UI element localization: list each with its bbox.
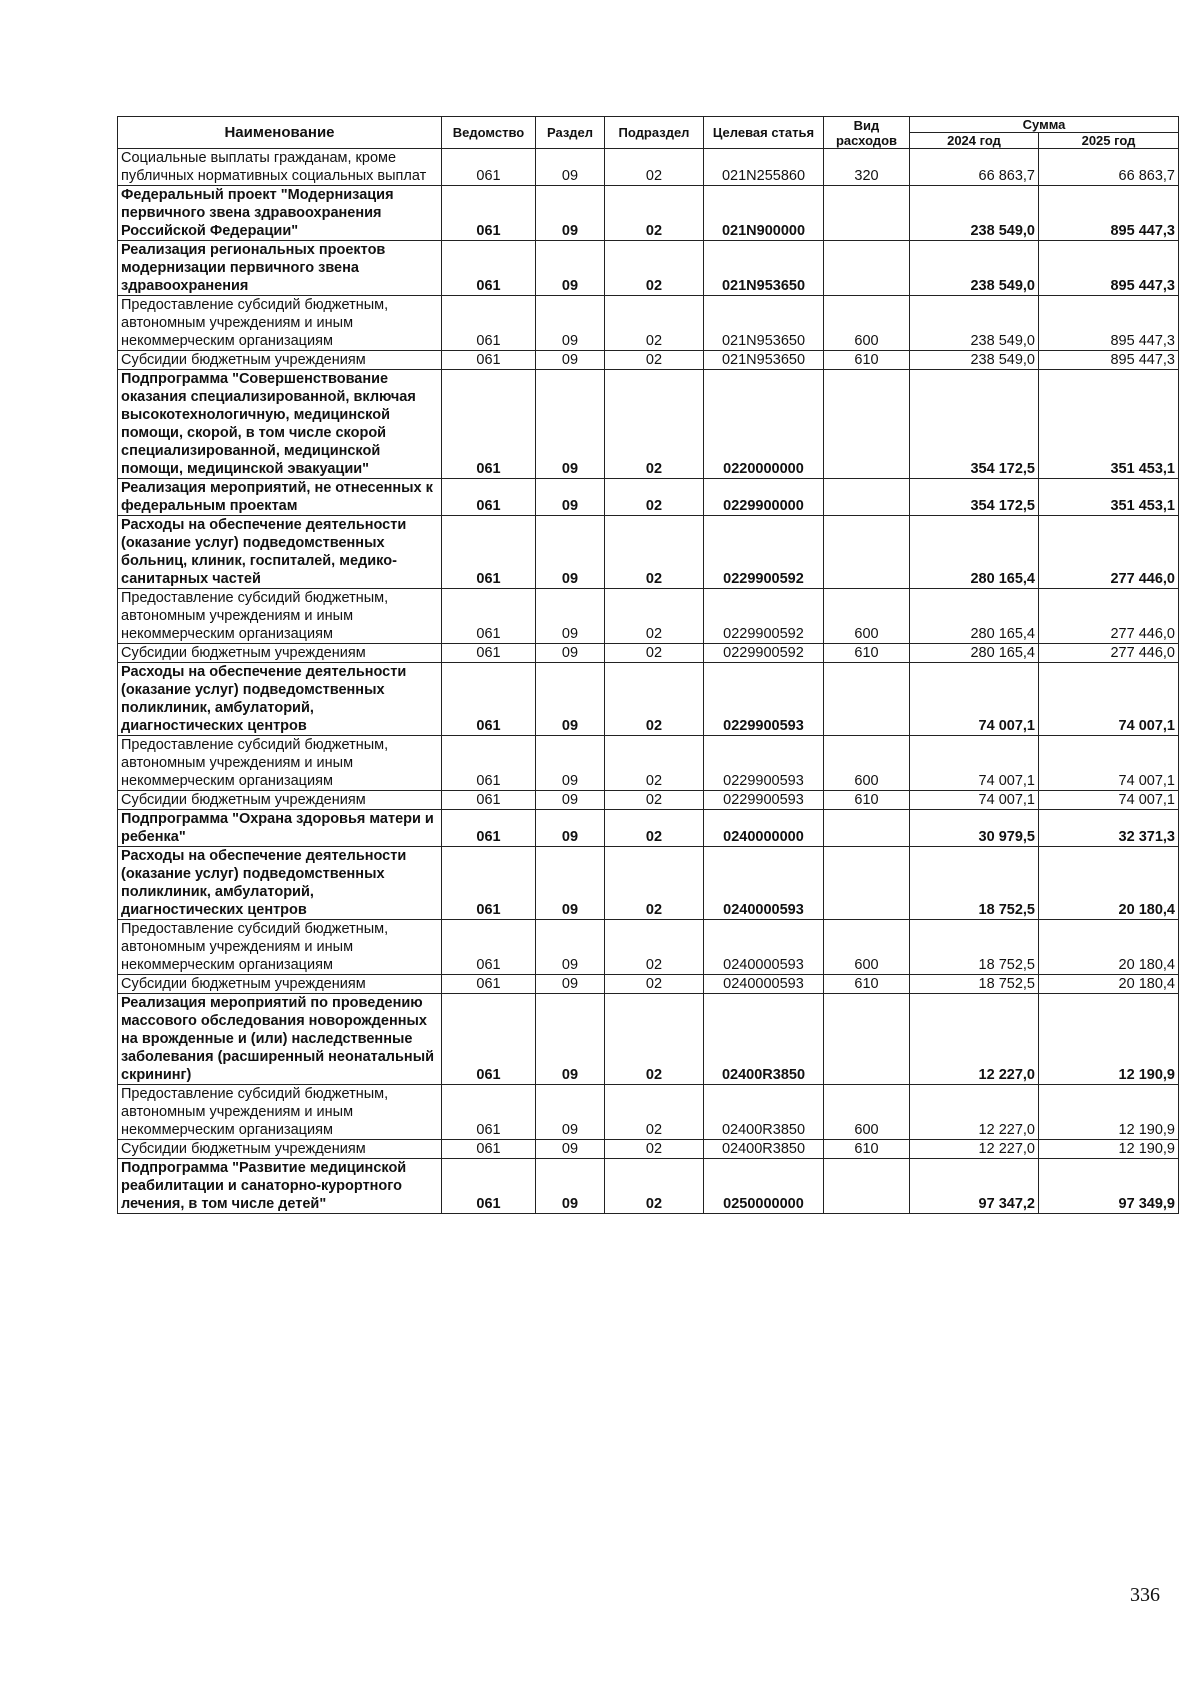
cell-expense-type <box>824 663 910 736</box>
cell-sum-2024: 280 165,4 <box>910 516 1039 589</box>
cell-subsection: 02 <box>605 791 704 810</box>
cell-target-article: 021N953650 <box>704 296 824 351</box>
cell-sum-2025: 12 190,9 <box>1039 994 1179 1085</box>
header-section: Раздел <box>536 117 605 149</box>
table-row <box>118 296 1179 351</box>
cell-name: Предоставление субсидий бюджетным, автономным учреждениям и иным некоммерческим организациям <box>118 296 442 351</box>
cell-expense-type <box>824 479 910 516</box>
cell-subsection: 02 <box>605 296 704 351</box>
cell-subsection: 02 <box>605 370 704 479</box>
cell-department: 061 <box>442 589 536 644</box>
cell-target-article: 0229900592 <box>704 516 824 589</box>
cell-sum-2024: 238 549,0 <box>910 241 1039 296</box>
cell-section: 09 <box>536 644 605 663</box>
cell-expense-type <box>824 1159 910 1214</box>
table-row <box>118 663 1179 736</box>
cell-section: 09 <box>536 736 605 791</box>
cell-department: 061 <box>442 1085 536 1140</box>
cell-name: Расходы на обеспечение деятельности (оказание услуг) подведомственных больниц, клиник, госпиталей, медико-санитарных частей <box>118 516 442 589</box>
cell-sum-2025: 895 447,3 <box>1039 296 1179 351</box>
cell-expense-type: 610 <box>824 1140 910 1159</box>
table-row <box>118 736 1179 791</box>
cell-expense-type: 600 <box>824 920 910 975</box>
cell-sum-2025: 895 447,3 <box>1039 351 1179 370</box>
cell-target-article: 021N900000 <box>704 186 824 241</box>
cell-sum-2025: 32 371,3 <box>1039 810 1179 847</box>
cell-expense-type <box>824 370 910 479</box>
cell-name: Расходы на обеспечение деятельности (оказание услуг) подведомственных поликлиник, амбулаторий, диагностических центров <box>118 663 442 736</box>
cell-target-article: 0229900000 <box>704 479 824 516</box>
table-row <box>118 516 1179 589</box>
cell-expense-type: 600 <box>824 736 910 791</box>
cell-expense-type: 610 <box>824 975 910 994</box>
table-row <box>118 589 1179 644</box>
table-row <box>118 186 1179 241</box>
cell-expense-type: 610 <box>824 791 910 810</box>
cell-name: Реализация региональных проектов модернизации первичного звена здравоохранения <box>118 241 442 296</box>
cell-name: Реализация мероприятий по проведению массового обследования новорожденных на врожденные и (или) наследственные заболевания (расширенный неонатальный скрининг) <box>118 994 442 1085</box>
cell-subsection: 02 <box>605 736 704 791</box>
cell-name: Субсидии бюджетным учреждениям <box>118 351 442 370</box>
cell-target-article: 021N255860 <box>704 149 824 186</box>
cell-section: 09 <box>536 810 605 847</box>
cell-name: Предоставление субсидий бюджетным, автономным учреждениям и иным некоммерческим организациям <box>118 920 442 975</box>
cell-name: Субсидии бюджетным учреждениям <box>118 975 442 994</box>
cell-name: Реализация мероприятий, не отнесенных к федеральным проектам <box>118 479 442 516</box>
cell-subsection: 02 <box>605 975 704 994</box>
cell-sum-2025: 277 446,0 <box>1039 644 1179 663</box>
cell-sum-2025: 66 863,7 <box>1039 149 1179 186</box>
cell-department: 061 <box>442 663 536 736</box>
cell-target-article: 0229900593 <box>704 736 824 791</box>
cell-department: 061 <box>442 791 536 810</box>
cell-target-article: 02400R3850 <box>704 994 824 1085</box>
cell-sum-2024: 74 007,1 <box>910 663 1039 736</box>
cell-department: 061 <box>442 296 536 351</box>
cell-sum-2024: 12 227,0 <box>910 1085 1039 1140</box>
table-row <box>118 791 1179 810</box>
table-row <box>118 975 1179 994</box>
cell-target-article: 02400R3850 <box>704 1085 824 1140</box>
table-row <box>118 370 1179 479</box>
cell-department: 061 <box>442 975 536 994</box>
cell-target-article: 0229900592 <box>704 644 824 663</box>
cell-sum-2025: 74 007,1 <box>1039 663 1179 736</box>
cell-expense-type <box>824 186 910 241</box>
cell-sum-2024: 18 752,5 <box>910 847 1039 920</box>
cell-name: Подпрограмма "Совершенствование оказания специализированной, включая высокотехнологичную, медицинской помощи, скорой, в том числе скорой специализированной, медицинской помощи, медицинской эвакуации" <box>118 370 442 479</box>
cell-department: 061 <box>442 241 536 296</box>
cell-sum-2024: 280 165,4 <box>910 644 1039 663</box>
cell-subsection: 02 <box>605 186 704 241</box>
cell-department: 061 <box>442 149 536 186</box>
cell-sum-2025: 74 007,1 <box>1039 791 1179 810</box>
cell-name: Расходы на обеспечение деятельности (оказание услуг) подведомственных поликлиник, амбулаторий, диагностических центров <box>118 847 442 920</box>
cell-section: 09 <box>536 663 605 736</box>
header-name: Наименование <box>118 117 442 149</box>
cell-sum-2024: 280 165,4 <box>910 589 1039 644</box>
table-row <box>118 351 1179 370</box>
budget-table <box>117 116 1179 1214</box>
header-year-2024: 2024 год <box>910 133 1039 149</box>
cell-sum-2025: 20 180,4 <box>1039 847 1179 920</box>
cell-section: 09 <box>536 1085 605 1140</box>
cell-target-article: 0240000593 <box>704 920 824 975</box>
cell-name: Подпрограмма "Охрана здоровья матери и ребенка" <box>118 810 442 847</box>
cell-section: 09 <box>536 351 605 370</box>
cell-expense-type <box>824 994 910 1085</box>
page-number: 336 <box>1130 1584 1160 1606</box>
table-row <box>118 1085 1179 1140</box>
cell-expense-type: 610 <box>824 351 910 370</box>
cell-sum-2024: 97 347,2 <box>910 1159 1039 1214</box>
cell-subsection: 02 <box>605 810 704 847</box>
cell-expense-type: 600 <box>824 589 910 644</box>
table-row <box>118 810 1179 847</box>
cell-expense-type <box>824 847 910 920</box>
cell-sum-2025: 20 180,4 <box>1039 975 1179 994</box>
cell-expense-type: 600 <box>824 1085 910 1140</box>
cell-sum-2025: 277 446,0 <box>1039 516 1179 589</box>
header-year-2025: 2025 год <box>1039 133 1179 149</box>
cell-section: 09 <box>536 186 605 241</box>
cell-target-article: 0229900592 <box>704 589 824 644</box>
table-row <box>118 994 1179 1085</box>
header-target-article: Целевая статья <box>704 117 824 149</box>
cell-sum-2025: 20 180,4 <box>1039 920 1179 975</box>
cell-expense-type: 320 <box>824 149 910 186</box>
cell-department: 061 <box>442 736 536 791</box>
cell-name: Субсидии бюджетным учреждениям <box>118 1140 442 1159</box>
cell-sum-2024: 354 172,5 <box>910 370 1039 479</box>
cell-sum-2025: 895 447,3 <box>1039 241 1179 296</box>
cell-target-article: 0229900593 <box>704 791 824 810</box>
cell-section: 09 <box>536 1140 605 1159</box>
cell-sum-2024: 12 227,0 <box>910 994 1039 1085</box>
cell-subsection: 02 <box>605 589 704 644</box>
cell-expense-type: 600 <box>824 296 910 351</box>
cell-department: 061 <box>442 994 536 1085</box>
cell-sum-2025: 277 446,0 <box>1039 589 1179 644</box>
cell-subsection: 02 <box>605 479 704 516</box>
cell-expense-type <box>824 241 910 296</box>
cell-department: 061 <box>442 644 536 663</box>
cell-sum-2025: 12 190,9 <box>1039 1085 1179 1140</box>
cell-sum-2025: 351 453,1 <box>1039 370 1179 479</box>
cell-name: Субсидии бюджетным учреждениям <box>118 791 442 810</box>
cell-section: 09 <box>536 589 605 644</box>
cell-sum-2024: 66 863,7 <box>910 149 1039 186</box>
cell-department: 061 <box>442 479 536 516</box>
cell-target-article: 0250000000 <box>704 1159 824 1214</box>
cell-department: 061 <box>442 1140 536 1159</box>
cell-section: 09 <box>536 791 605 810</box>
cell-section: 09 <box>536 975 605 994</box>
cell-sum-2024: 18 752,5 <box>910 920 1039 975</box>
cell-department: 061 <box>442 1159 536 1214</box>
cell-department: 061 <box>442 351 536 370</box>
cell-expense-type <box>824 516 910 589</box>
cell-target-article: 0220000000 <box>704 370 824 479</box>
cell-section: 09 <box>536 241 605 296</box>
cell-sum-2025: 12 190,9 <box>1039 1140 1179 1159</box>
cell-department: 061 <box>442 186 536 241</box>
cell-expense-type <box>824 810 910 847</box>
cell-sum-2024: 238 549,0 <box>910 186 1039 241</box>
table-row <box>118 920 1179 975</box>
cell-name: Предоставление субсидий бюджетным, автономным учреждениям и иным некоммерческим организациям <box>118 1085 442 1140</box>
cell-subsection: 02 <box>605 847 704 920</box>
cell-department: 061 <box>442 516 536 589</box>
cell-sum-2024: 30 979,5 <box>910 810 1039 847</box>
cell-section: 09 <box>536 479 605 516</box>
cell-subsection: 02 <box>605 149 704 186</box>
cell-section: 09 <box>536 516 605 589</box>
cell-sum-2025: 895 447,3 <box>1039 186 1179 241</box>
cell-sum-2025: 97 349,9 <box>1039 1159 1179 1214</box>
header-expense-type: Вид расходов <box>824 117 910 149</box>
cell-subsection: 02 <box>605 644 704 663</box>
cell-department: 061 <box>442 847 536 920</box>
cell-target-article: 02400R3850 <box>704 1140 824 1159</box>
header-department: Ведомство <box>442 117 536 149</box>
cell-subsection: 02 <box>605 994 704 1085</box>
cell-sum-2024: 238 549,0 <box>910 351 1039 370</box>
cell-section: 09 <box>536 370 605 479</box>
cell-section: 09 <box>536 920 605 975</box>
cell-target-article: 021N953650 <box>704 351 824 370</box>
cell-subsection: 02 <box>605 1140 704 1159</box>
cell-target-article: 0240000593 <box>704 975 824 994</box>
cell-department: 061 <box>442 370 536 479</box>
cell-subsection: 02 <box>605 241 704 296</box>
table-row <box>118 1159 1179 1214</box>
header-sum: Сумма <box>910 117 1179 133</box>
cell-subsection: 02 <box>605 516 704 589</box>
cell-sum-2024: 354 172,5 <box>910 479 1039 516</box>
cell-target-article: 0229900593 <box>704 663 824 736</box>
cell-sum-2024: 12 227,0 <box>910 1140 1039 1159</box>
cell-name: Федеральный проект "Модернизация первичного звена здравоохранения Российской Федерации" <box>118 186 442 241</box>
cell-name: Подпрограмма "Развитие медицинской реабилитации и санаторно-курортного лечения, в том числе детей" <box>118 1159 442 1214</box>
cell-section: 09 <box>536 847 605 920</box>
cell-subsection: 02 <box>605 920 704 975</box>
cell-sum-2024: 238 549,0 <box>910 296 1039 351</box>
cell-subsection: 02 <box>605 1159 704 1214</box>
cell-sum-2025: 74 007,1 <box>1039 736 1179 791</box>
cell-target-article: 021N953650 <box>704 241 824 296</box>
cell-section: 09 <box>536 994 605 1085</box>
cell-section: 09 <box>536 296 605 351</box>
table-row <box>118 149 1179 186</box>
cell-sum-2024: 74 007,1 <box>910 736 1039 791</box>
cell-name: Субсидии бюджетным учреждениям <box>118 644 442 663</box>
cell-section: 09 <box>536 149 605 186</box>
header-subsection: Подраздел <box>605 117 704 149</box>
cell-target-article: 0240000593 <box>704 847 824 920</box>
table-row <box>118 1140 1179 1159</box>
table-body <box>118 149 1179 1214</box>
cell-section: 09 <box>536 1159 605 1214</box>
cell-subsection: 02 <box>605 663 704 736</box>
cell-subsection: 02 <box>605 351 704 370</box>
cell-subsection: 02 <box>605 1085 704 1140</box>
cell-sum-2025: 351 453,1 <box>1039 479 1179 516</box>
cell-department: 061 <box>442 920 536 975</box>
table-row <box>118 847 1179 920</box>
cell-name: Предоставление субсидий бюджетным, автономным учреждениям и иным некоммерческим организациям <box>118 589 442 644</box>
cell-name: Предоставление субсидий бюджетным, автономным учреждениям и иным некоммерческим организациям <box>118 736 442 791</box>
cell-target-article: 0240000000 <box>704 810 824 847</box>
cell-sum-2024: 18 752,5 <box>910 975 1039 994</box>
cell-expense-type: 610 <box>824 644 910 663</box>
cell-department: 061 <box>442 810 536 847</box>
cell-name: Социальные выплаты гражданам, кроме публичных нормативных социальных выплат <box>118 149 442 186</box>
table-row <box>118 644 1179 663</box>
table-row <box>118 479 1179 516</box>
table-row <box>118 241 1179 296</box>
cell-sum-2024: 74 007,1 <box>910 791 1039 810</box>
